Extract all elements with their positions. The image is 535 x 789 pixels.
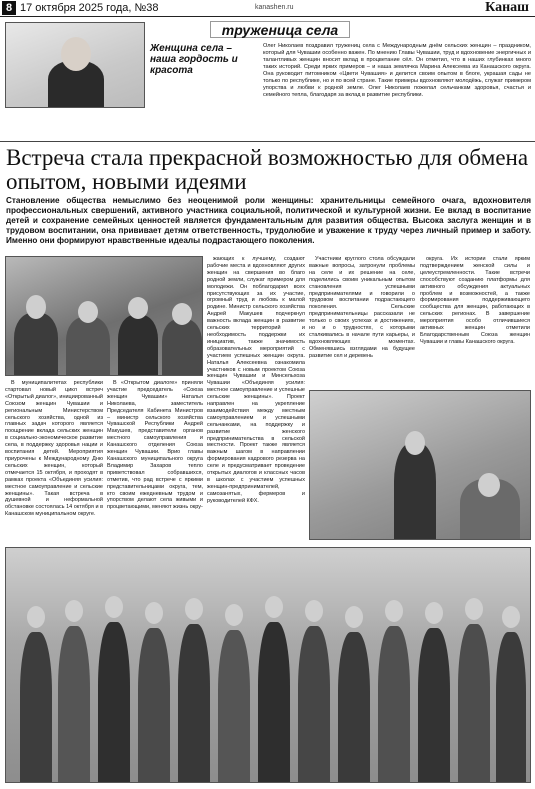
- newspaper-name: Канаш: [485, 0, 529, 15]
- article-column-1: [5, 380, 103, 518]
- column-1-text: В муниципалитетах республики стартовал новый цикл встреч «Открытый диалог», инициированный Союзом женщин Чувашии и региональным Министерством сельского хозяйства, одной из главных задач которого является поощрение вклада сельских женщин в социально-экономическое развитие села, в поддержку здоровья нации и воспитания детей. Мероприятия приурочены к Международному Дню сельских женщин, который отмечается 15 октября, и проходят в рамках проекта «Объединяя усилия: местное самоуправление и сельские женщины». Такая встреча в душевной и неформальной обстановке состоялась 14 октября и в Канашском муниципальном округе.: [5, 380, 103, 518]
- meeting-photo-right: [309, 390, 531, 540]
- intro-text: Олег Николаев поздравил тружениц села с Международным днём сельских женщин – праздником, который для Чувашии особенно важен. По мнению Главы Чувашии, труд и вдохновение энергичных и талантливых женщин вносит вклад в процветание сёл. Он отметил, что в наших глубинках много таких историй. Среди ярких примеров – и наша землячка Марина Алексеева из Канашского округа. Она руководит питомником «Цвети Чувашия» и делится своим опытом в блоге, украшая сады не только по республике, но и по всей стране. Такие примеры вдохновляют молодёжь, служат примером упорства и любви к родной земле. Олег Николаев пожелал сельчанкам здоровья, счастья и семейного тепла, благодаря за вклад в развитие республики.: [263, 43, 531, 98]
- article-headline: Встреча стала прекрасной возможностью для обмена опытом, новыми идеями: [6, 145, 529, 194]
- page-header: [0, 0, 535, 17]
- group-photo: [5, 547, 531, 783]
- article-column-4: [309, 256, 415, 360]
- portrait-caption: Женщина села – наша гордость и красота: [150, 43, 238, 76]
- site-url: kanashen.ru: [255, 4, 294, 11]
- column-5-text: округа. Их истории стали ярким подтверждением женской силы и целеустремленности. Такие встречи способствуют созданию платформы для активного обсуждения актуальных проблем и возможностей, а также формирования поддерживающего сообщества для женщин, работающих в сельских регионах. В завершение мероприятия особо отличившиеся активных женщин отметили Благодарственным Союза женщин Чувашии и главы Канашского округа.: [420, 256, 530, 345]
- column-2-text: В «Открытом диалоге» приняли участие председатель «Союза женщин Чувашии» Наталья Николаева, заместитель Председателя Кабинета Министров – министр сельского хозяйства Чувашской Республики Андрей Макушев, представители органов местного самоуправления и Канашского отделения Союза женщин Чувашии. Врио главы Канашского муниципального округа Владимир Захаров тепло приветствовал собравшихся, отметив, что рад встрече с яркими представительницами округа, тем, кто своим ежедневным трудом и упорством делают села живыми и процветающими, меняют жизнь окру-: [107, 380, 203, 511]
- portrait-photo: [5, 22, 145, 108]
- section-rubric: труженица села: [210, 21, 350, 38]
- column-3-text: жающих к лучшему, создают рабочие места и вдохновляют других женщин на свершения во благо родной земли, служат примером для молодежи. Он поблагодарил всех присутствующих за их участие, огромный труд и любовь к малой родине. Министр сельского хозяйства Андрей Макушев подчеркнул важность вклада женщин в развитие сельских территорий и необходимость поддержки их инициатив, также значимость образовательных мероприятий с участием успешных женщин округа. Наталья Алексеевна ознакомила участников с новым проектом Союза женщин Чувашии и Минсельхоза Чувашии «Объединяя усилия: местное самоуправление и успешные сельские женщины». Проект направлен на укрепление взаимодействия между местным самоуправлением и успешными сельчанками, на поддержку и развитие женского предпринимательства в сельской местности. Проект также является важным шагом в направлении формирования кадрового резерва на селе и предусматривает проведение открытых диалогов и классных часов в школах с участием успешных женщин-предпринимателей, самозанятых, фермеров и руководителей КФХ.: [207, 256, 305, 504]
- column-4-text: Участники круглого стола обсуждали важные вопросы, затронули проблемы на селе и их решение на селе, поделились своим уникальным опытом становления успешными предпринимателями и говорили о трудовом воспитании подрастающего поколения. Сельские предпринимательницы рассказали не только о своих успехах и достижениях, но и о трудностях, с которыми сталкивались в начале пути карьеры, и вдохновляющих моментах. Обменявшись взглядами на будущее развитие сел и деревень: [309, 256, 415, 359]
- section-divider: [0, 141, 535, 142]
- meeting-photo-left: [5, 256, 203, 376]
- page-number: 8: [2, 1, 16, 15]
- article-column-5: [420, 256, 530, 346]
- article-column-2: [107, 380, 203, 511]
- article-column-3: [207, 256, 305, 505]
- issue-date: 17 октября 2025 года, №38: [20, 2, 159, 14]
- article-lead: Становление общества немыслимо без неоценимой роли женщины: хранительницы семейного очага, вдохновителя профессиональных свершений, активного участника социальной, политической и культурной жизни. Ее вклад в воспитание детей и сохранение семейных ценностей является фундаментальным для развития общества. Высока заслуга женщин и в трудовом воспитании, она прививает детям ответственность, трудолюбие и уважение к труду через личный пример и заботу. Именно они формируют нравственные идеалы подрастающего поколения.: [6, 196, 531, 245]
